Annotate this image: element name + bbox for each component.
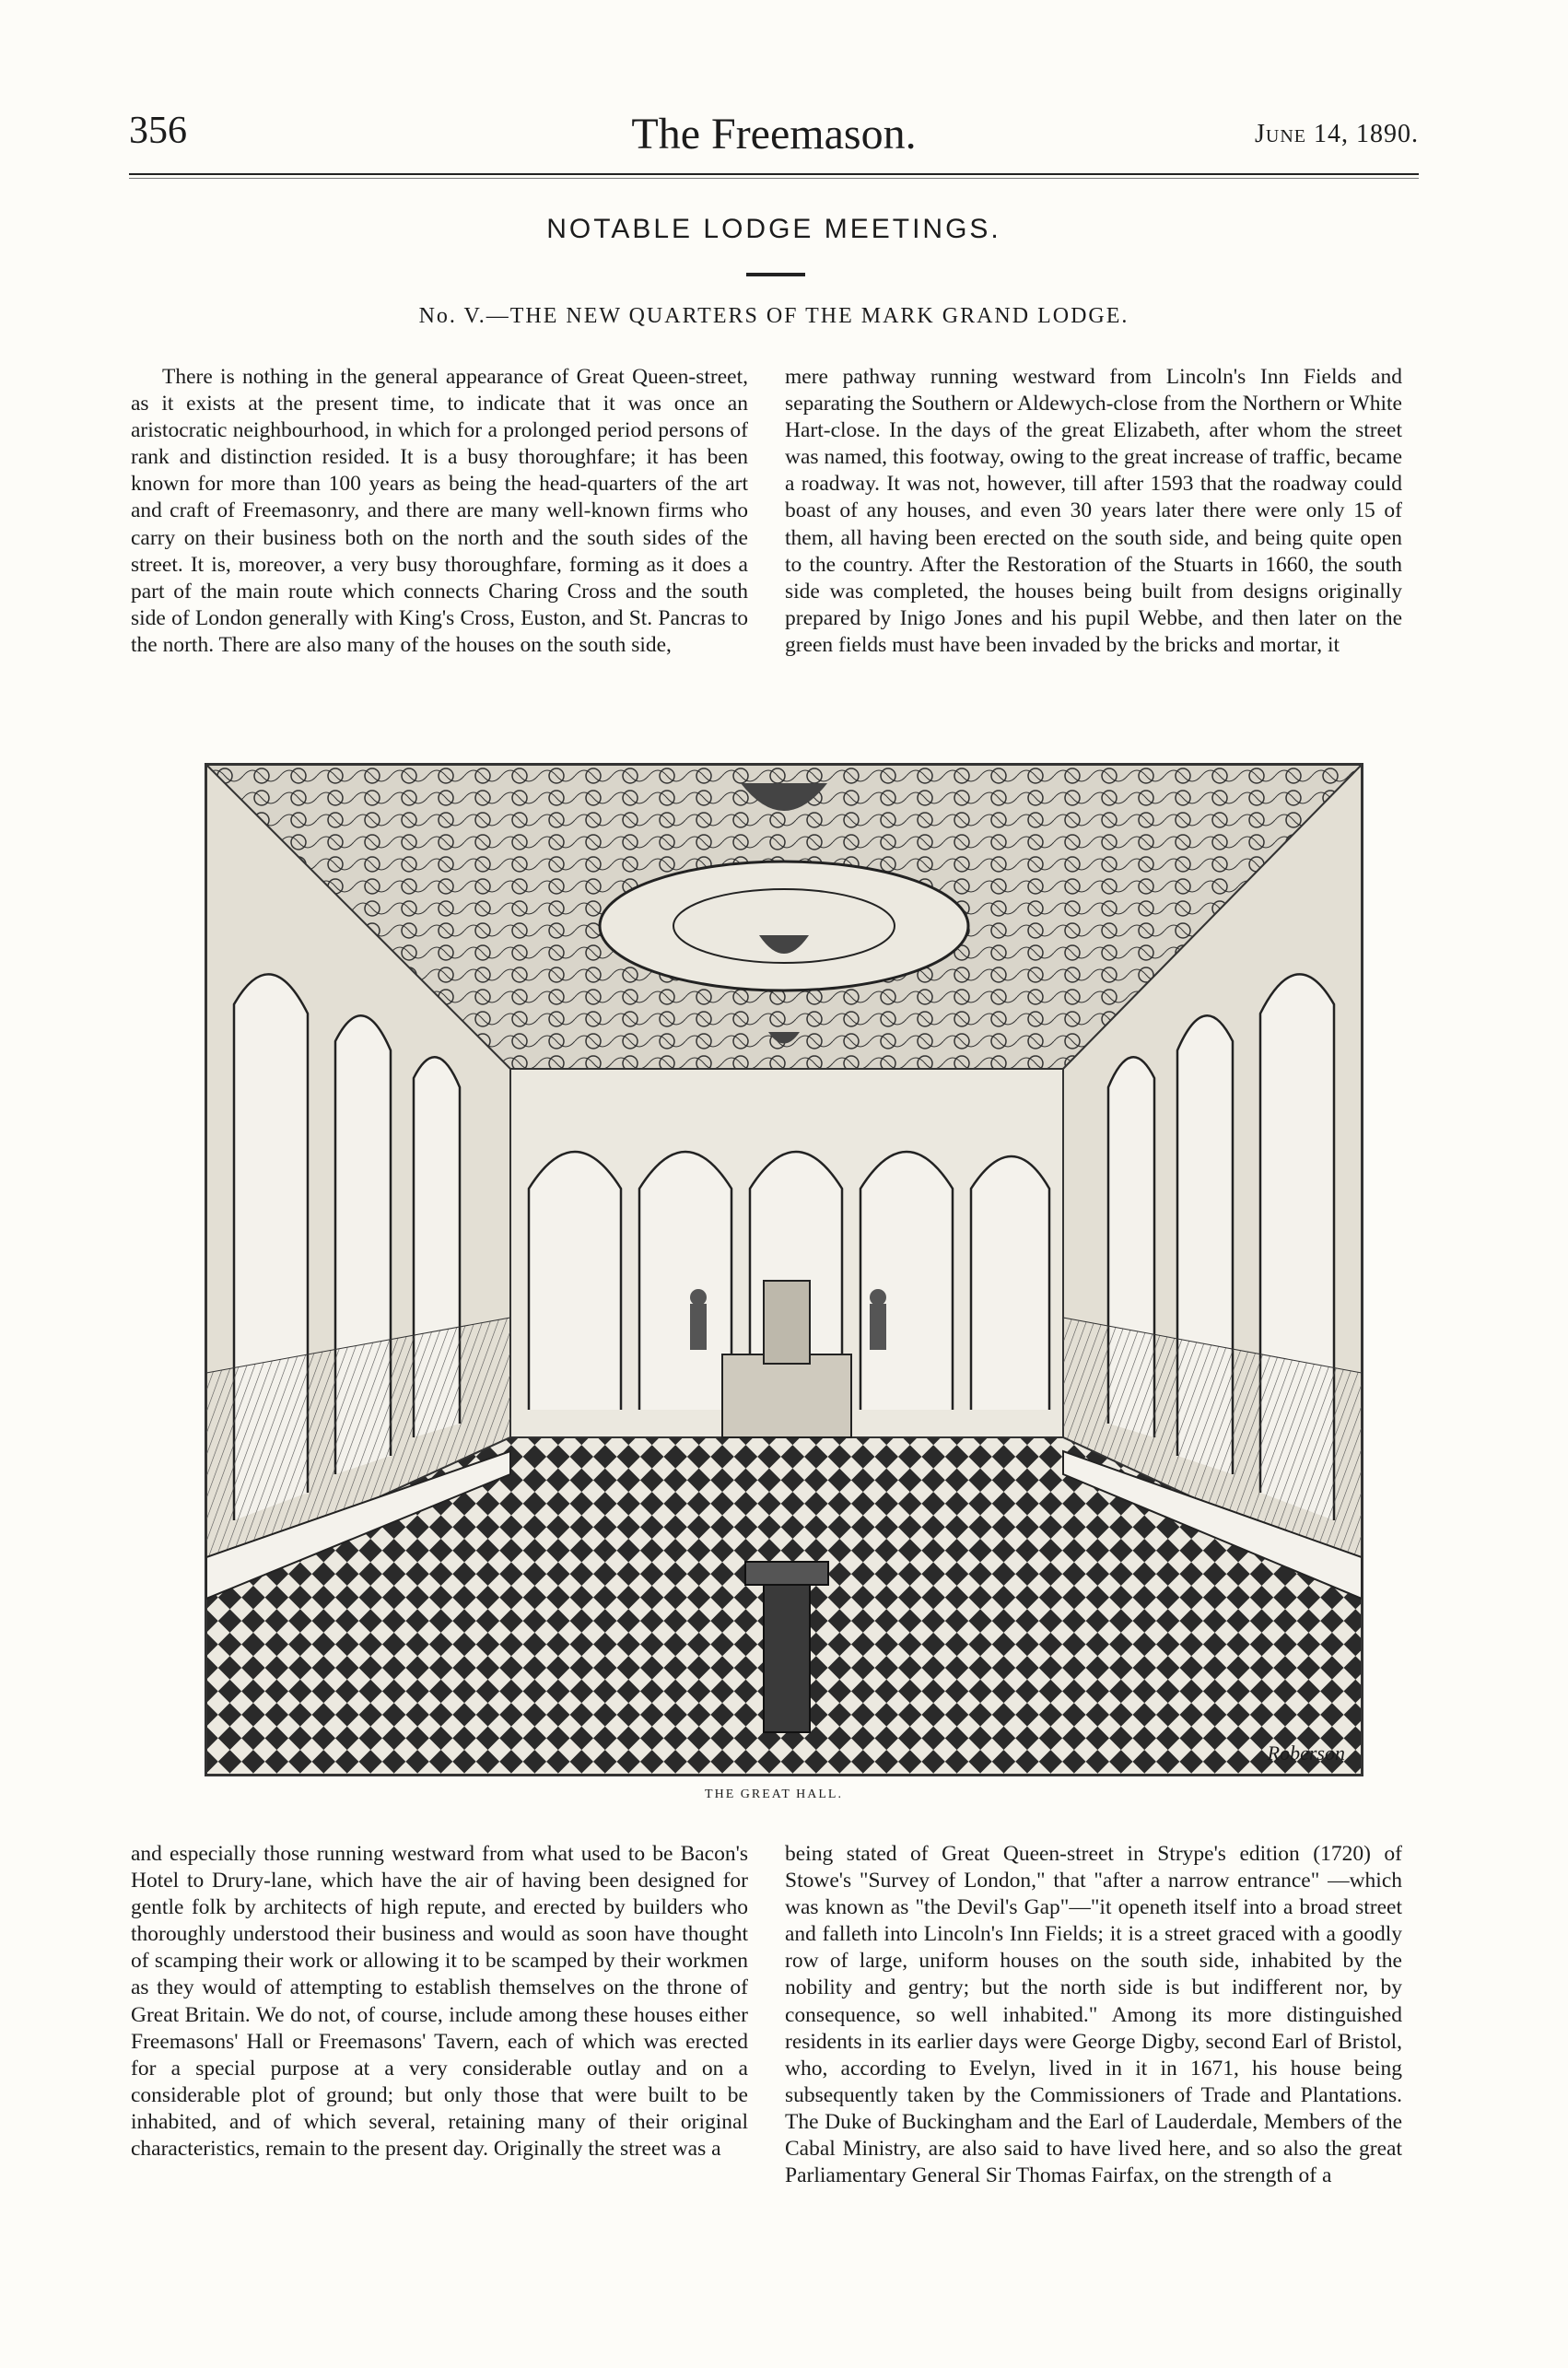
ceiling-medallion	[600, 862, 968, 991]
page-header	[129, 109, 1419, 173]
column-bottom-left	[131, 1841, 748, 2163]
page-number: 356	[129, 110, 187, 152]
throne	[764, 1281, 810, 1364]
artist-signature: Roberson	[1267, 1741, 1345, 1764]
pedestal	[764, 1576, 810, 1732]
paragraph: and especially those running westward from what used to be Bacon's Hotel to Drury-lane, which have the air of having been designed for gentle folk by architects of high repute, and erected by builders who thoroughly understood their business and would as soon have thought of scamping their work or allowing it to be scamped by their workmen as they would of attempting to establish themselves on the throne of Great Britain. We do not, of course, include among these houses either Freemasons' Hall or Freemasons' Tavern, each of which was erected for a special purpose at a very considerable outlay and on a considerable plot of ground; but only those that were built to be inhabited, and of which several, retaining many of their original characteristics, remain to the present day. Originally the street was a	[131, 1842, 748, 2162]
great-hall-engraving	[205, 763, 1363, 1776]
issue-date: June 14, 1890.	[1255, 120, 1419, 148]
paragraph: There is nothing in the general appearance of Great Queen-street, as it exists at the present time, to indicate that it was once an aristocratic neighbourhood, in which for a prolonged period persons of rank and distinction resided. It is a busy thoroughfare; it has been known for more than 100 years as being the head-quarters of the art and craft of Freemasonry, and there are many well-known firms who carry on their business both on the north and the south sides of the street. It is, moreover, a very busy thoroughfare, forming as it does a part of the main route which connects Charing Cross and the south side of London generally with King's Cross, Euston, and St. Pancras to the north. There are also many of the houses on the south side,	[131, 365, 748, 657]
column-top-left	[131, 364, 748, 659]
great-hall-drawing	[206, 765, 1362, 1775]
dais	[722, 1354, 851, 1437]
title-divider	[746, 273, 805, 276]
column-top-right	[785, 364, 1402, 659]
header-rule-thin	[129, 178, 1419, 179]
header-rule	[129, 173, 1419, 175]
column-bottom-right	[785, 1841, 1402, 2189]
masthead: The Freemason.	[631, 110, 917, 158]
illustration-caption: THE GREAT HALL.	[705, 1788, 843, 1801]
section-title: NOTABLE LODGE MEETINGS.	[546, 214, 1001, 244]
article-subtitle: No. V.—THE NEW QUARTERS OF THE MARK GRAND LODGE.	[418, 304, 1129, 328]
paragraph: being stated of Great Queen-street in Strype's edition (1720) of Stowe's "Survey of London," that "after a narrow entrance" —which was known as "the Devil's Gap"—"it openeth itself into a broad street and falleth into Lincoln's Inn Fields; it is a street graced with a goodly row of large, uniform houses on the south side, inhabited by the nobility and gentry; but the north side is but indifferent nor, by consequence, so well inhabited." Among its more distinguished residents in its earlier days were George Digby, second Earl of Bristol, who, according to Evelyn, lived in it in 1671, his house being subsequently taken by the Commissioners of Trade and Plantations. The Duke of Buckingham and the Earl of Lauderdale, Members of the Cabal Ministry, are also said to have lived here, and so also the great Parliamentary General Sir Thomas Fairfax, on the strength of a	[785, 1842, 1402, 2188]
paragraph: mere pathway running westward from Lincoln's Inn Fields and separating the Southern or Aldewych-close from the Northern or White Hart-close. In the days of the great Elizabeth, after whom the street was named, this footway, owing to the great increase of traffic, became a roadway. It was not, however, till after 1593 that the roadway could boast of any houses, and even 30 years later there were only 15 of them, all having been erected on the south side, and being quite open to the country. After the Restoration of the Stuarts in 1660, the south side was completed, the houses being built from designs originally prepared by Inigo Jones and his pupil Webbe, and then later on the green fields must have been invaded by the bricks and mortar, it	[785, 365, 1402, 657]
